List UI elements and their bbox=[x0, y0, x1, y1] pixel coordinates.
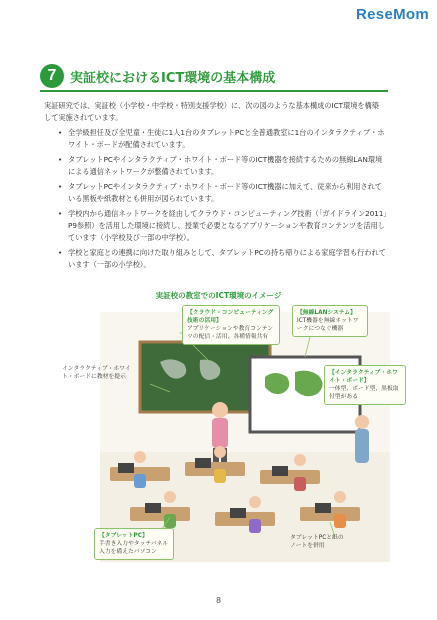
callout-iwb-right: 【インタラクティブ・ホワイト・ボード】 一体型、ボード型、黒板取付型がある bbox=[324, 365, 406, 405]
callout-iwb-left: インタラクティブ・ホワイト・ボードに教材を提示 bbox=[62, 366, 131, 380]
teacher-right bbox=[355, 429, 369, 463]
section-title: 実証校におけるICT環境の基本構成 bbox=[70, 71, 276, 86]
callout-cloud: 【クラウド・コンピューティング技術の活用】 アプリケーションや教育コンテンツの配信・活用、各種情報共有 bbox=[182, 305, 280, 345]
site-logo: ReseMom bbox=[356, 6, 429, 23]
page-number: 8 bbox=[215, 596, 222, 605]
teacher-head bbox=[212, 402, 228, 418]
bullet-item: • 全学級担任及び全児童・生徒に1人1台のタブレットPCと全普通教室に1台のインタラクティブ・ホワイト・ボードが配備されています。 bbox=[58, 127, 388, 151]
intro-paragraph: 実証研究では、実証校（小学校・中学校・特別支援学校）に、次の図のような基本構成のICT環境を構築して実施されています。 bbox=[44, 101, 379, 122]
bullet-item: • 学校内から通信ネットワークを経由してクラウド・コンピューティング技術（「ガイドライン2011」P9参照）を活用した環境に接続し、授業で必要となるアプリケーションや教育コンテンツを活用しています（小学校及び一部の中学校）。 bbox=[58, 208, 388, 244]
callout-paper: タブレットPCと紙のノートを併用 bbox=[290, 535, 344, 549]
callout-lan: 【無線LANシステム】 ICT機器を無線ネットワークにつなぐ機器 bbox=[292, 305, 368, 337]
bullet-list bbox=[58, 127, 388, 274]
teacher-body bbox=[212, 418, 228, 448]
figure-title: 実証校の教室でのICT環境のイメージ bbox=[155, 291, 282, 300]
callout-tablet: 【タブレットPC】 手書き入力やタッチパネル入力を備えたパソコン bbox=[94, 528, 174, 560]
section-number: 7 bbox=[40, 64, 64, 88]
bullet-item: • タブレットPCやインタラクティブ・ホワイト・ボード等のICT機器に加えて、従来から利用されている黒板や紙教材とも併用が図られています。 bbox=[58, 181, 388, 205]
bullet-item: • 学校と家庭との連携に向けた取り組みとして、タブレットPCの持ち帰りによる家庭学習も行われています（一部の小学校）。 bbox=[58, 247, 388, 271]
section-heading bbox=[40, 64, 388, 92]
bullet-item: • タブレットPCやインタラクティブ・ホワイト・ボード等のICT機器を接続するための無線LAN環境による通信ネットワークが整備されています。 bbox=[58, 154, 388, 178]
